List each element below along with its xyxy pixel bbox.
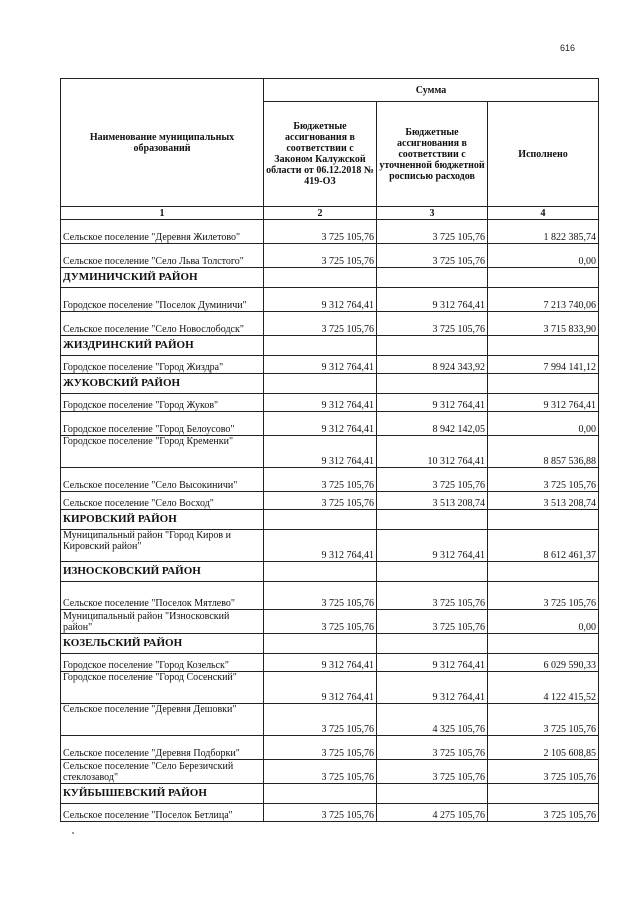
revised-allocation-value: 3 725 105,76 — [377, 468, 488, 492]
law-allocation-value: 9 312 764,41 — [264, 288, 377, 312]
executed-value: 6 029 590,33 — [488, 654, 599, 672]
revised-allocation-value: 4 325 105,76 — [377, 704, 488, 736]
municipality-name: Муниципальный район "Износковский район" — [61, 610, 264, 634]
table-row — [61, 220, 599, 244]
district-row — [61, 336, 599, 356]
empty-cell — [264, 374, 377, 394]
column-number-4: 4 — [488, 207, 599, 220]
law-allocation-value: 3 725 105,76 — [264, 492, 377, 510]
empty-cell — [264, 784, 377, 804]
district-name: ЖУКОВСКИЙ РАЙОН — [61, 374, 264, 394]
executed-value: 3 725 105,76 — [488, 468, 599, 492]
executed-value: 0,00 — [488, 244, 599, 268]
law-allocation-value: 3 725 105,76 — [264, 610, 377, 634]
revised-allocation-value: 3 725 105,76 — [377, 736, 488, 760]
municipality-name: Городское поселение "Город Жуков" — [61, 394, 264, 412]
revised-allocation-value: 9 312 764,41 — [377, 672, 488, 704]
table-body — [61, 220, 599, 822]
law-allocation-value: 3 725 105,76 — [264, 582, 377, 610]
table-row — [61, 468, 599, 492]
law-allocation-value: 3 725 105,76 — [264, 244, 377, 268]
executed-value: 4 122 415,52 — [488, 672, 599, 704]
empty-cell — [377, 374, 488, 394]
empty-cell — [264, 634, 377, 654]
revised-allocation-value: 3 725 105,76 — [377, 610, 488, 634]
revised-allocation-value: 9 312 764,41 — [377, 394, 488, 412]
table-row — [61, 804, 599, 822]
executed-value: 0,00 — [488, 412, 599, 436]
revised-allocation-value: 3 725 105,76 — [377, 312, 488, 336]
district-row — [61, 268, 599, 288]
header-executed: Исполнено — [488, 102, 599, 207]
revised-allocation-value: 8 942 142,05 — [377, 412, 488, 436]
municipality-name: Городское поселение "Город Козельск" — [61, 654, 264, 672]
municipality-name: Сельское поселение "Деревня Жилетово" — [61, 220, 264, 244]
municipality-name: Сельское поселение "Деревня Подборки" — [61, 736, 264, 760]
executed-value: 1 822 385,74 — [488, 220, 599, 244]
revised-allocation-value: 9 312 764,41 — [377, 288, 488, 312]
executed-value: 7 213 740,06 — [488, 288, 599, 312]
executed-value: 7 994 141,12 — [488, 356, 599, 374]
revised-allocation-value: 3 513 208,74 — [377, 492, 488, 510]
executed-value: 3 725 105,76 — [488, 582, 599, 610]
empty-cell — [377, 268, 488, 288]
table-row — [61, 492, 599, 510]
municipality-name: Сельское поселение "Село Березичский стеклозавод" — [61, 760, 264, 784]
empty-cell — [377, 634, 488, 654]
table-row — [61, 244, 599, 268]
law-allocation-value: 9 312 764,41 — [264, 436, 377, 468]
table-row — [61, 288, 599, 312]
empty-cell — [488, 374, 599, 394]
table-row — [61, 394, 599, 412]
empty-cell — [488, 268, 599, 288]
executed-value: 8 612 461,37 — [488, 530, 599, 562]
district-name: КИРОВСКИЙ РАЙОН — [61, 510, 264, 530]
law-allocation-value: 3 725 105,76 — [264, 760, 377, 784]
municipality-name: Сельское поселение "Село Высокиничи" — [61, 468, 264, 492]
budget-table — [60, 78, 599, 822]
revised-allocation-value: 3 725 105,76 — [377, 760, 488, 784]
law-allocation-value: 3 725 105,76 — [264, 220, 377, 244]
table-row — [61, 312, 599, 336]
law-allocation-value: 3 725 105,76 — [264, 468, 377, 492]
municipality-name: Муниципальный район "Город Киров и Кировский район" — [61, 530, 264, 562]
table-row — [61, 704, 599, 736]
revised-allocation-value: 3 725 105,76 — [377, 582, 488, 610]
table-row — [61, 530, 599, 562]
revised-allocation-value: 9 312 764,41 — [377, 530, 488, 562]
table-row — [61, 356, 599, 374]
header-revised-allocations: Бюджетные ассигнования в соответствии с уточненной бюджетной росписью расходов — [377, 102, 488, 207]
header-name-column: Наименование муниципальных образований — [61, 79, 264, 207]
district-name: КУЙБЫШЕВСКИЙ РАЙОН — [61, 784, 264, 804]
empty-cell — [377, 784, 488, 804]
revised-allocation-value: 10 312 764,41 — [377, 436, 488, 468]
municipality-name: Городское поселение "Город Жиздра" — [61, 356, 264, 374]
table-row — [61, 736, 599, 760]
table-row — [61, 654, 599, 672]
header-sum-group: Сумма — [264, 79, 599, 102]
municipality-name: Сельское поселение "Поселок Бетлица" — [61, 804, 264, 822]
empty-cell — [488, 634, 599, 654]
executed-value: 3 725 105,76 — [488, 804, 599, 822]
municipality-name: Сельское поселение "Село Новослободск" — [61, 312, 264, 336]
column-number-1: 1 — [61, 207, 264, 220]
revised-allocation-value: 3 725 105,76 — [377, 220, 488, 244]
law-allocation-value: 3 725 105,76 — [264, 312, 377, 336]
district-name: ЖИЗДРИНСКИЙ РАЙОН — [61, 336, 264, 356]
column-number-3: 3 — [377, 207, 488, 220]
empty-cell — [488, 784, 599, 804]
empty-cell — [377, 336, 488, 356]
law-allocation-value: 3 725 105,76 — [264, 704, 377, 736]
executed-value: 9 312 764,41 — [488, 394, 599, 412]
law-allocation-value: 9 312 764,41 — [264, 530, 377, 562]
municipality-name: Городское поселение "Поселок Думиничи" — [61, 288, 264, 312]
law-allocation-value: 9 312 764,41 — [264, 672, 377, 704]
empty-cell — [488, 562, 599, 582]
empty-cell — [488, 336, 599, 356]
district-row — [61, 374, 599, 394]
district-row — [61, 562, 599, 582]
empty-cell — [377, 510, 488, 530]
law-allocation-value: 9 312 764,41 — [264, 394, 377, 412]
empty-cell — [264, 336, 377, 356]
empty-cell — [377, 562, 488, 582]
revised-allocation-value: 8 924 343,92 — [377, 356, 488, 374]
empty-cell — [264, 510, 377, 530]
executed-value: 2 105 608,85 — [488, 736, 599, 760]
executed-value: 3 725 105,76 — [488, 704, 599, 736]
table-row — [61, 672, 599, 704]
table-row — [61, 436, 599, 468]
municipality-name: Сельское поселение "Деревня Дешовки" — [61, 704, 264, 736]
municipality-name: Сельское поселение "Поселок Мятлево" — [61, 582, 264, 610]
municipality-name: Городское поселение "Город Белоусово" — [61, 412, 264, 436]
table-row — [61, 412, 599, 436]
scan-mark — [72, 832, 74, 834]
municipality-name: Сельское поселение "Село Восход" — [61, 492, 264, 510]
law-allocation-value: 3 725 105,76 — [264, 804, 377, 822]
revised-allocation-value: 9 312 764,41 — [377, 654, 488, 672]
page-number: 616 — [560, 43, 576, 53]
law-allocation-value: 9 312 764,41 — [264, 412, 377, 436]
district-name: КОЗЕЛЬСКИЙ РАЙОН — [61, 634, 264, 654]
district-name: ДУМИНИЧСКИЙ РАЙОН — [61, 268, 264, 288]
law-allocation-value: 3 725 105,76 — [264, 736, 377, 760]
empty-cell — [264, 562, 377, 582]
municipality-name: Сельское поселение "Село Льва Толстого" — [61, 244, 264, 268]
district-row — [61, 634, 599, 654]
executed-value: 0,00 — [488, 610, 599, 634]
executed-value: 3 513 208,74 — [488, 492, 599, 510]
column-number-2: 2 — [264, 207, 377, 220]
revised-allocation-value: 3 725 105,76 — [377, 244, 488, 268]
table-row — [61, 610, 599, 634]
municipality-name: Городское поселение "Город Сосенский" — [61, 672, 264, 704]
header-law-allocations: Бюджетные ассигнования в соответствии с Законом Калужской области от 06.12.2018 № 419-ОЗ — [264, 102, 377, 207]
district-row — [61, 784, 599, 804]
table-row — [61, 582, 599, 610]
law-allocation-value: 9 312 764,41 — [264, 654, 377, 672]
executed-value: 3 725 105,76 — [488, 760, 599, 784]
district-name: ИЗНОСКОВСКИЙ РАЙОН — [61, 562, 264, 582]
law-allocation-value: 9 312 764,41 — [264, 356, 377, 374]
empty-cell — [488, 510, 599, 530]
table-row — [61, 760, 599, 784]
revised-allocation-value: 4 275 105,76 — [377, 804, 488, 822]
district-row — [61, 510, 599, 530]
executed-value: 8 857 536,88 — [488, 436, 599, 468]
executed-value: 3 715 833,90 — [488, 312, 599, 336]
municipality-name: Городское поселение "Город Кременки" — [61, 436, 264, 468]
empty-cell — [264, 268, 377, 288]
